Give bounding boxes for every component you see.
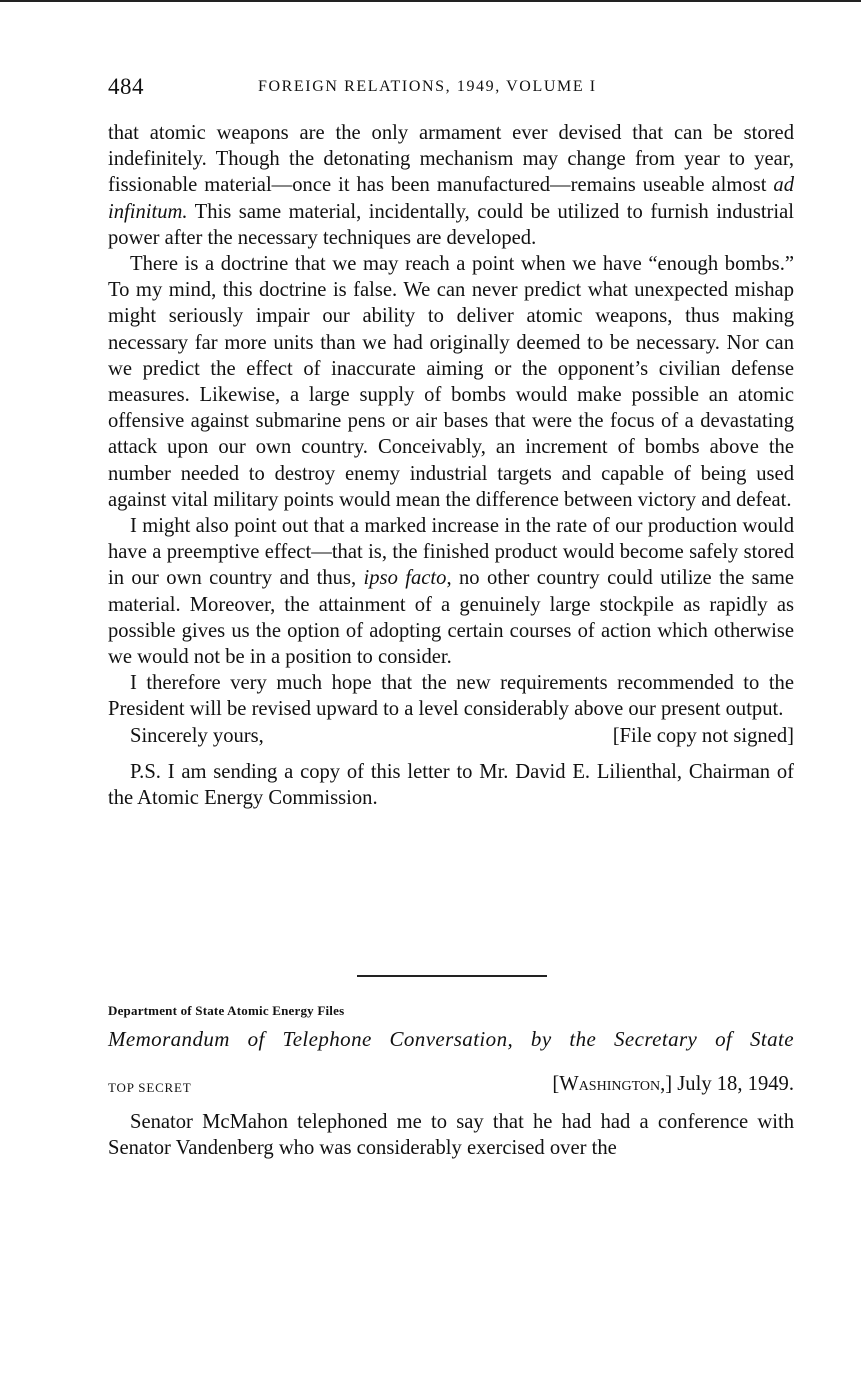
paragraph-preemptive — [108, 513, 794, 670]
dateline-date: July 18, 1949. — [677, 1073, 794, 1095]
signature-note: [File copy not signed] — [612, 724, 794, 747]
memo-opening-paragraph: Senator McMahon telephoned me to say that he had had a conference with Senator Vandenberg who was considerably exercised over the — [108, 1111, 794, 1160]
paragraph-continuation — [108, 120, 794, 251]
para3-text: I might also point out that a marked increase in the rate of our production would have a preemptive effect—that is, the finished product would become safely stored in our own country and thus, — [108, 515, 794, 590]
closing-line — [108, 723, 794, 749]
page-number: 484 — [108, 74, 144, 99]
dateline-place: [Washington,] — [552, 1073, 673, 1095]
section-separator — [357, 975, 547, 977]
para3-italic: ipso facto — [363, 567, 447, 590]
memo-body — [108, 1109, 794, 1162]
para3-text-end: , no other country could utilize the same material. Moreover, the attainment of a genuinely large stockpile as rapidly as possible gives us the option of adopting certain courses of action which otherwise we would not be in a position to consider. — [108, 567, 794, 669]
top-edge-rule — [0, 0, 861, 2]
source-citation: Department of State Atomic Energy Files — [108, 1003, 345, 1018]
document-title: Memorandum of Telephone Conversation, by the Secretary of State — [108, 1027, 794, 1051]
paragraph-requirements: I therefore very much hope that the new requirements recommended to the President will be revised upward to a level considerably above our present output. — [108, 672, 794, 721]
dateline — [552, 1073, 794, 1096]
postscript: P.S. I am sending a copy of this letter to Mr. David E. Lilienthal, Chairman of the Atomic Energy Commission. — [108, 760, 794, 810]
paragraph-enough-bombs: There is a doctrine that we may reach a point when we have “enough bombs.” To my mind, this doctrine is false. We can never predict what unexpected mishap might seriously impair our ability to deliver atomic weapons, thus making necessary far more units than we had originally deemed to be necessary. Nor can we predict the effect of inaccurate aiming or the opponent’s civilian defense measures. Likewise, a large supply of bombs would make possible an atomic offensive against submarine pens or air bases that were the focus of a devastating attack upon our own country. Conceivably, an increment of bombs above the number needed to destroy enemy industrial targets and capable of being used against vital military points would mean the difference between victory and defeat. — [108, 253, 794, 511]
closing-salutation: Sincerely yours, — [130, 724, 264, 747]
running-title: FOREIGN RELATIONS, 1949, VOLUME I — [258, 78, 597, 95]
letter-body — [108, 120, 794, 811]
classification-label: TOP SECRET — [108, 1080, 192, 1095]
para1-italic: ad infinitum. — [108, 174, 794, 223]
running-header — [108, 74, 792, 104]
para1-text-end: This same material, incidentally, could be utilized to furnish industrial power after the necessary techniques are developed. — [108, 200, 794, 249]
para1-text: that atomic weapons are the only armament ever devised that can be stored indefinitely. Though the detonating mechanism may change from year to year, fissionable material—once it has been manufactured—remains useable almost — [108, 122, 794, 197]
